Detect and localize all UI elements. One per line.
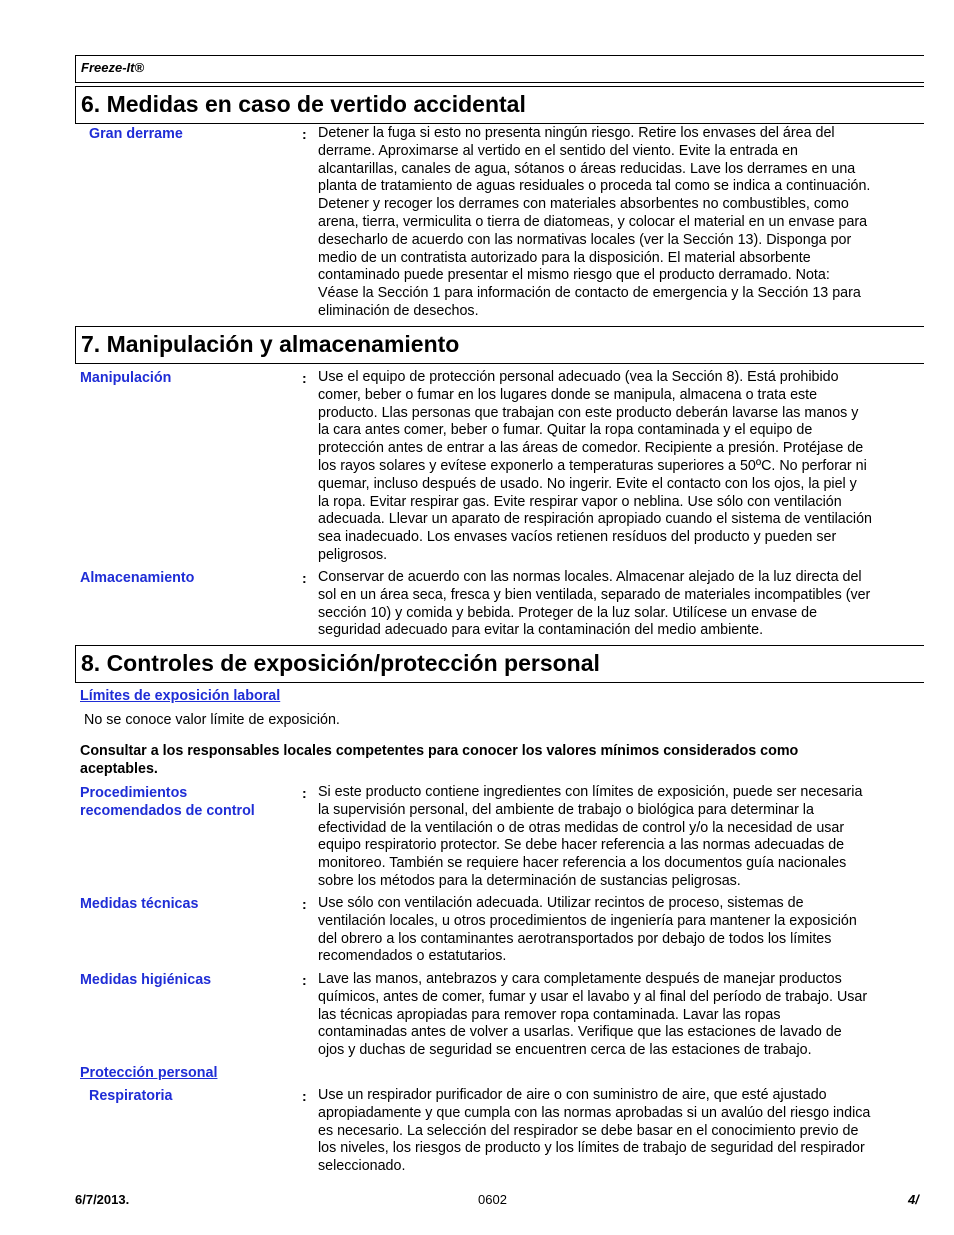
text-line: peligrosos. [318,546,388,563]
procedimientos-label [80,784,255,820]
text-line: Detener la fuga si esto no presenta ningún riesgo. Retire los envases del área del [318,125,835,141]
text-line: sea inadecuado. Los envases vacíos retienen resíduos del producto y pueden ser [318,529,837,546]
text-line: medio de un contratista autorizado para la disposición. El material absorbente [318,249,811,266]
limites-exposicion-text: No se conoce valor límite de exposición. [84,712,340,728]
text-line: seleccionado. [318,1158,406,1175]
text-line: planta de tratamiento de aguas residuales o proceda tal como se indica a continuación. [318,178,871,195]
section-8-title: 8. Controles de exposición/protección personal [81,650,600,676]
colon-separator: : [302,785,307,801]
text-line: la supervisión personal, del ambiente de trabajo o biológica para determinar la [318,801,814,818]
text-line: Use el equipo de protección personal adecuado (vea la Sección 8). Está prohibido [318,369,839,385]
manipulacion-text [318,369,924,565]
colon-separator: : [302,370,307,386]
procedimientos-text [318,784,924,891]
limites-exposicion-link[interactable]: Límites de exposición laboral [80,688,281,704]
medidas-higienicas-text [318,971,924,1060]
text-line: comer, beber o fumar en los lugares donde se manipula, almacena o trata este [318,386,818,403]
product-header-bar [75,55,924,83]
text-line: recomendados o estatutarios. [318,948,507,965]
medidas-higienicas-label: Medidas higiénicas [80,972,212,988]
text-line: la cara antes comer, beber o fumar. Quitar la ropa contaminada y el equipo de [318,422,813,439]
text-line: sol en un área seca, fresca y bien ventilada, separado de materiales incompatibles (ver [318,586,871,603]
text-line: arena, tierra, vermiculita o tierra de diatomeas, y colocar el material en un envase para [318,213,868,230]
text-line: eliminación de desechos. [318,302,479,319]
text-line: es necesario. La selección del respirador se debe basar en el conocimiento previo de [318,1122,859,1139]
text-line: del obrero a los contaminantes aerotransportados por debajo de todos los límites [318,930,832,947]
text-line: Lave las manos, antebrazos y cara completamente después de manejar productos [318,971,842,987]
text-line: Use sólo con ventilación adecuada. Utilizar recintos de proceso, sistemas de [318,895,804,911]
text-line: los rayos solares y evítese exponerlo a temperaturas superiores a 50ºC. No perforar ni [318,457,867,474]
text-line: apropiadamente y que cumpla con las normas aprobadas si un avalúo del riesgo indica [318,1104,871,1121]
text-line: monitoreo. También se requiere hacer referencia a los documentos guía nacionales [318,855,847,872]
text-line: Si este producto contiene ingredientes con límites de exposición, puede ser necesaria [318,784,863,800]
almacenamiento-text [318,569,924,640]
text-line: los niveles, los riesgos de producto y los límites de trabajo de seguridad del respirador [318,1140,865,1157]
footer-page-number: 4/ [908,1192,919,1207]
text-line: sección 10) y comida y bebida. Proteger de la luz solar. Utilícese un envase de [318,604,818,621]
footer-code: 0602 [478,1192,507,1207]
colon-separator: : [302,126,307,142]
text-line: equipo respiratorio protector. Se debe hacer referencia a las normas adecuadas de [318,837,845,854]
text-line: contaminadas antes de volver a usarlas. Verifique que las estaciones de lavado de [318,1024,842,1041]
text-line: ojos y duchas de seguridad se encuentren cerca de las estaciones de trabajo. [318,1042,812,1059]
text-line: químicos, antes de comer, fumar y usar el lavabo y al final del período de trabajo. Usar [318,988,868,1005]
colon-separator: : [302,1088,307,1104]
text-line: la ropa. Evitar respirar gas. Evite respirar vapor o neblina. Use sólo con ventilación [318,493,842,510]
text-line: protección antes de entrar a las áreas de comedor. Recipiente a presión. Protéjase de [318,440,864,457]
section-8-heading [75,645,924,683]
text-line: quemar, incluso después de usado. No ingerir. Evite el contacto con los ojos, la piel y [318,475,857,492]
label-line: recomendados de control [80,803,255,819]
medidas-tecnicas-text [318,895,924,966]
almacenamiento-label: Almacenamiento [80,570,195,586]
label-line: Procedimientos [80,785,188,801]
text-line: las técnicas apropiadas para remover ropa contaminada. Lavar las ropas [318,1006,781,1023]
product-name: Freeze-It® [81,60,145,75]
consultar-line-1: Consultar a los responsables locales competentes para conocer los valores mínimos considerados como [80,743,799,759]
text-line: alcantarillas, canales de agua, sótanos o áreas reducidas. Lave los derrames en una [318,160,856,177]
text-line: contaminado puede presentar el mismo riesgo que el producto derramado. Nota: [318,267,830,284]
consultar-line-2: aceptables. [80,761,158,777]
text-line: Use un respirador purificador de aire o con suministro de aire, que esté ajustado [318,1087,827,1103]
text-line: sobre los métodos para la determinación de sustancias peligrosas. [318,872,741,889]
text-line: Véase la Sección 1 para información de contacto de emergencia y la Sección 13 para [318,285,861,302]
respiratoria-text [318,1087,924,1176]
footer-date: 6/7/2013. [75,1192,130,1207]
section-7-heading [75,326,924,364]
respiratoria-label: Respiratoria [89,1088,173,1104]
text-line: efectividad de la ventilación o de otras medidas de control y/o la necesidad de usar [318,819,845,836]
colon-separator: : [302,896,307,912]
colon-separator: : [302,972,307,988]
gran-derrame-text [318,125,924,321]
section-6-title: 6. Medidas en caso de vertido accidental [81,91,526,117]
section-6-heading [75,86,924,124]
text-line: producto. Llas personas que trabajan con este producto deberán lavarse las manos y [318,404,859,421]
medidas-tecnicas-label: Medidas técnicas [80,896,199,912]
text-line: adecuada. Llevar un aparato de respiración apropiado cuando el sistema de ventilación [318,511,872,528]
text-line: derrame. Aproximarse al vertido en el sentido del viento. Evite la entrada en [318,142,799,159]
text-line: desecharlo de acuerdo con las normativas locales (ver la Sección 13). Disponga por [318,231,852,248]
text-line: Conservar de acuerdo con las normas locales. Almacenar alejado de la luz directa del [318,569,862,585]
text-line: ventilación locales, u otros procedimientos de ingeniería para mantener la exposición [318,912,857,929]
proteccion-personal-link[interactable]: Protección personal [80,1065,218,1081]
text-line: Detener y recoger los derrames con materiales absorbentes no combustibles, como [318,196,849,213]
text-line: seguridad adecuado para evitar la contaminación del medio ambiente. [318,622,764,639]
section-7-title: 7. Manipulación y almacenamiento [81,331,460,357]
gran-derrame-label: Gran derrame [89,126,183,142]
manipulacion-label: Manipulación [80,370,172,386]
colon-separator: : [302,570,307,586]
